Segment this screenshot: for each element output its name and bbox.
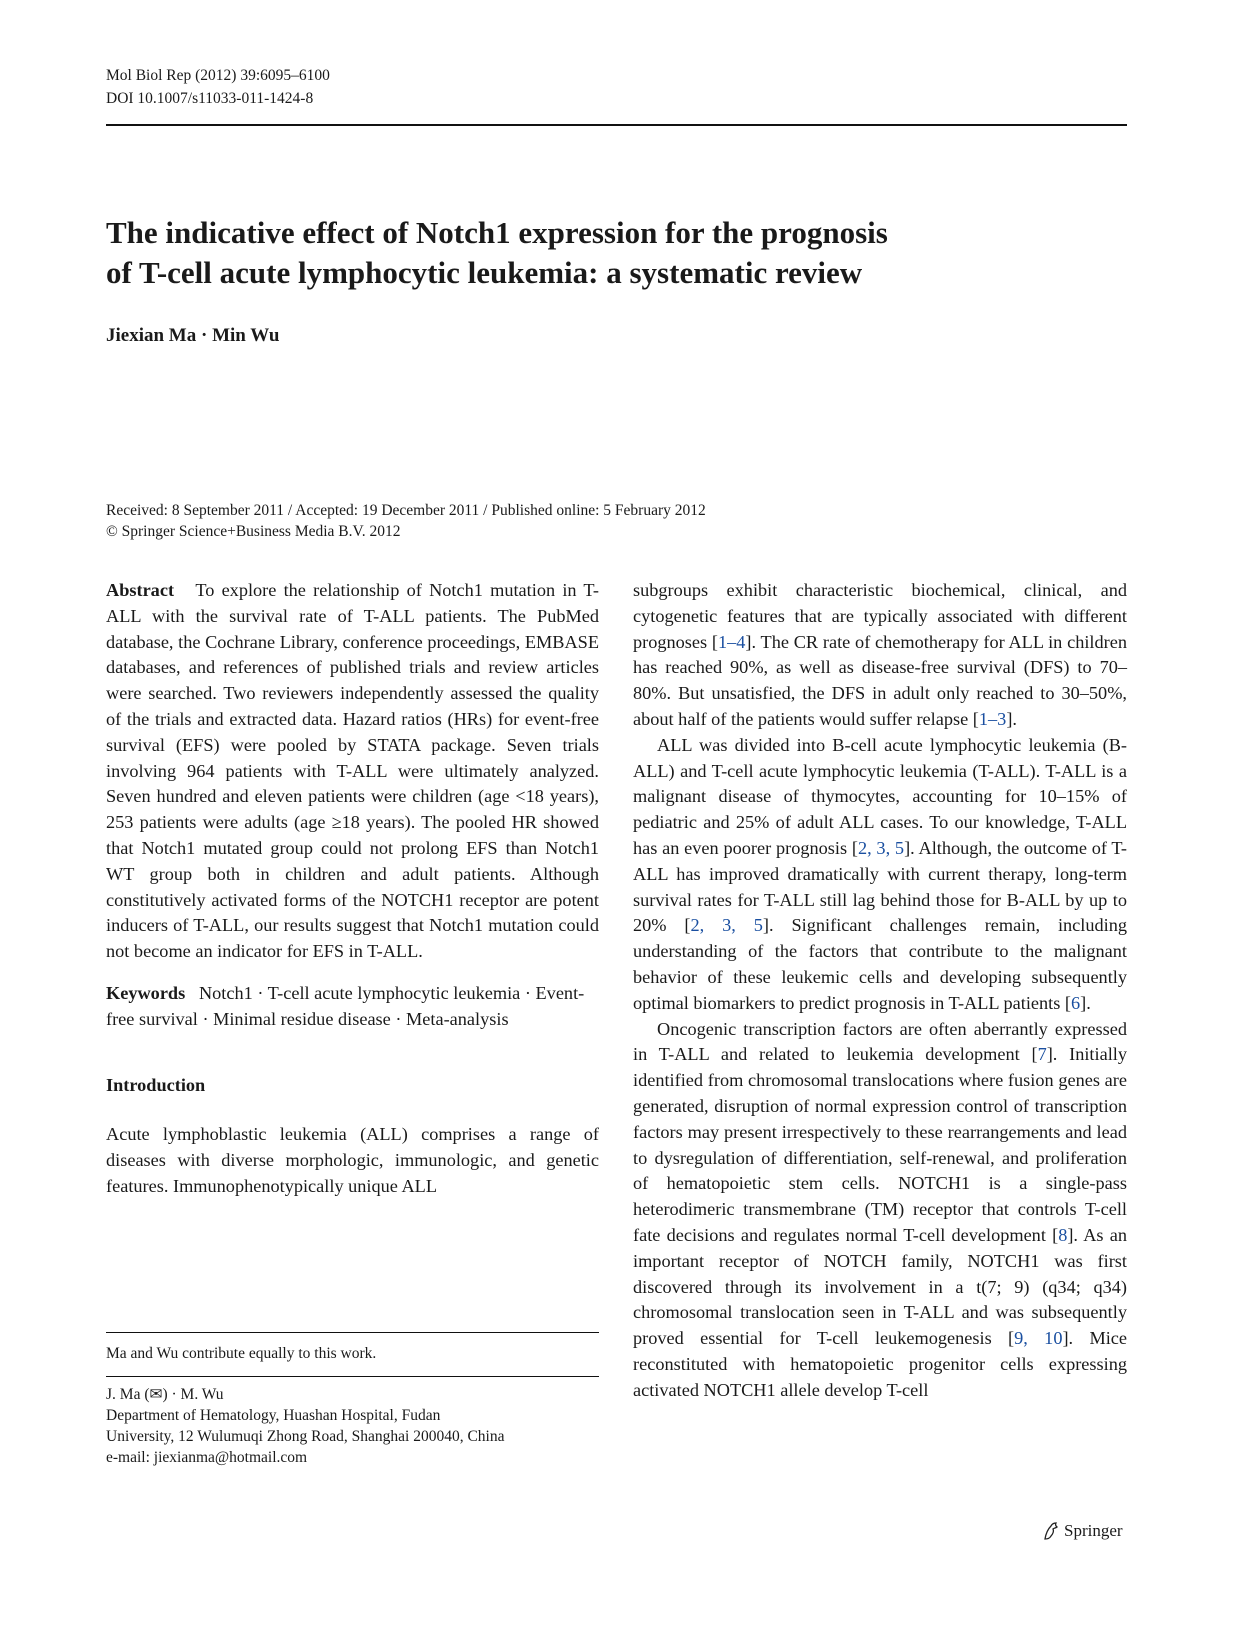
citation-9-10[interactable]: 9, 10 [1014,1328,1063,1349]
intro-p2-text-d: ]. [1080,992,1091,1013]
intro-paragraph-2 [633,733,1127,1017]
footnote-rule-top [106,1332,599,1333]
keywords-label: Keywords [106,982,186,1003]
title-line-2: of T-cell acute lymphocytic leukemia: a systematic review [106,255,863,290]
intro-p1-text-a: subgroups exhibit characteristic biochemical, clinical, and cytogenetic features that are typically associated with different prognoses [ [633,580,1127,652]
publication-dates [106,500,706,542]
intro-paragraph-1-continued [633,578,1127,733]
affiliation-line-2: University, 12 Wulumuqi Zhong Road, Shanghai 200040, China [106,1428,505,1445]
citation-8[interactable]: 8 [1058,1224,1068,1245]
publisher-logo [1042,1521,1123,1541]
abstract [106,578,599,965]
intro-paragraph-3 [633,1017,1127,1404]
title-line-1: The indicative effect of Notch1 expression for the prognosis [106,215,888,250]
intro-p2-text-b: ]. Although, the outcome of T-ALL has improved dramatically with current therapy, long-term survival rates for T-ALL still lag behind those for B-ALL by up to 20% [ [633,837,1127,936]
right-column [633,578,1127,1404]
citation-7[interactable]: 7 [1037,1044,1047,1065]
intro-p1-lead: Acute lymphoblastic leukemia (ALL) comprises a range of diseases with diverse morphologic, immunologic, and genetic features. Immunophenotypically unique ALL [106,1124,599,1196]
doi: DOI 10.1007/s11033-011-1424-8 [106,90,314,107]
intro-p1-text-c: ]. [1006,708,1017,729]
keywords-text: Notch1 · T-cell acute lymphocytic leukemia · Event-free survival · Minimal residue disease · Meta-analysis [106,982,585,1029]
citation-1-4[interactable]: 1–4 [718,631,746,652]
correspondence [106,1384,504,1468]
introduction-heading: Introduction [106,1074,206,1095]
intro-paragraph-1-start [106,1122,599,1199]
intro-p1-text-b: ]. The CR rate of chemotherapy for ALL in children has reached 90%, as well as disease-free survival (DFS) to 70–80%. But unsatisfied, the DFS in adult only reached to 30–50%, about half of the patients would suffer relapse [ [633,631,1127,729]
left-column [106,578,599,1200]
keywords [106,981,599,1033]
journal-citation: Mol Biol Rep (2012) 39:6095–6100 [106,67,330,84]
article-title [106,213,1006,293]
authors: Jiexian Ma · Min Wu [106,325,280,346]
abstract-label: Abstract [106,580,175,600]
contribution-note: Ma and Wu contribute equally to this work. [106,1345,377,1362]
footnote-rule-bottom [106,1376,599,1377]
intro-p3-text-b: ]. Initially identified from chromosomal translocations where fusion genes are generated, disruption of normal expression control of transcription factors may present irrespectively to these rearrangements and lead to dysregulation of differentiation, self-renewal, and proliferation of hematopoietic stem cells. NOTCH1 is a single-pass heterodimeric transmembrane (TM) receptor that controls T-cell fate decisions and regulates normal T-cell development [ [633,1044,1128,1245]
correspondence-authors: J. Ma (✉) · M. Wu [106,1386,224,1403]
copyright-line: © Springer Science+Business Media B.V. 2012 [106,523,401,540]
intro-p3-text-c: ]. As an important receptor of NOTCH family, NOTCH1 was first discovered through its involvement in a t(7; 9) (q34; q34) chromosomal translocation seen in T-ALL and was subsequently proved essential for T-cell leukemogenesis [ [633,1224,1127,1349]
intro-p2-text-a: ALL was divided into B-cell acute lymphocytic leukemia (B-ALL) and T-cell acute lymphocytic leukemia (T-ALL). T-ALL is a malignant disease of thymocytes, accounting for 10–15% of pediatric and 25% of adult ALL cases. To our knowledge, T-ALL has an even poorer prognosis [ [633,734,1127,858]
citation-2-3-5[interactable]: 2, 3, 5 [857,837,905,858]
citation-2-3-5-b[interactable]: 2, 3, 5 [690,915,763,936]
publisher-name: Springer [1064,1521,1123,1540]
received-accepted-line: Received: 8 September 2011 / Accepted: 19 December 2011 / Published online: 5 February 2012 [106,502,706,519]
intro-p3-text-d: ]. Mice reconstituted with hematopoietic progenitor cells expressing activated NOTCH1 allele develop T-cell [633,1328,1128,1400]
springer-horse-icon [1042,1521,1060,1541]
intro-p3-text-a: Oncogenic transcription factors are often aberrantly expressed in T-ALL and related to leukemia development [ [633,1018,1127,1065]
header-rule [106,124,1127,126]
affiliation-line-1: Department of Hematology, Huashan Hospital, Fudan [106,1407,441,1424]
abstract-text: To explore the relationship of Notch1 mutation in T-ALL with the survival rate of T-ALL patients. The PubMed database, the Cochrane Library, conference proceedings, EMBASE databases, and references of published trials and review articles were searched. Two reviewers independently assessed the quality of the trials and extracted data. Hazard ratios (HRs) for event-free survival (EFS) were pooled by STATA package. Seven trials involving 964 patients with T-ALL were ultimately analyzed. Seven hundred and eleven patients were children (age <18 years), 253 patients were adults (age ≥18 years). The pooled HR showed that Notch1 mutated group could not prolong EFS than Notch1 WT group both in children and adult patients. Although constitutively activated forms of the NOTCH1 receptor are potent inducers of T-ALL, our results suggest that Notch1 mutation could not become an indicator for EFS in T-ALL. [106,580,599,962]
citation-6[interactable]: 6 [1071,992,1081,1013]
citation-1-3[interactable]: 1–3 [978,708,1007,729]
email: e-mail: jiexianma@hotmail.com [106,1449,308,1466]
running-header [106,64,330,110]
intro-p2-text-c: ]. Significant challenges remain, including understanding of the factors that contribute to the malignant behavior of these leukemic cells and developing subsequently optimal biomarkers to predict prognosis in T-ALL patients [ [633,915,1127,1013]
